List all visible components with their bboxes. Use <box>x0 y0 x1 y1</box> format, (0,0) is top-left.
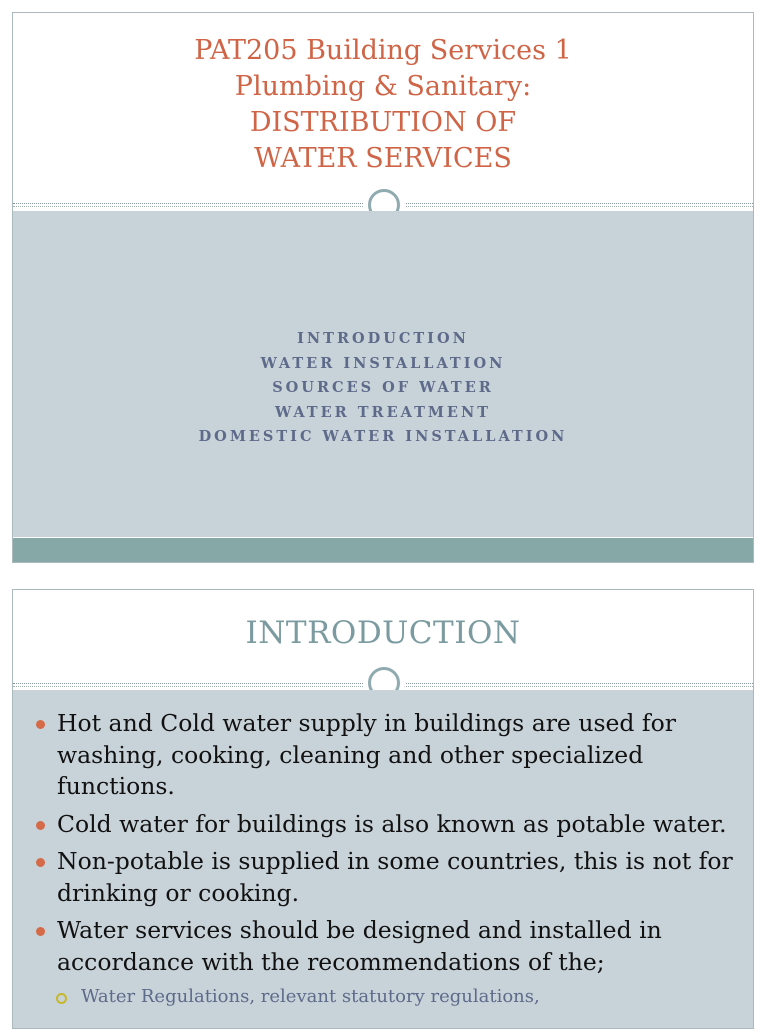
agenda-item: INTRODUCTION <box>297 330 469 347</box>
bullet-icon <box>36 858 45 867</box>
title-line: DISTRIBUTION OF <box>249 107 517 138</box>
list-item <box>13 809 754 841</box>
title-line: PAT205 Building Services 1 <box>194 35 572 66</box>
sub-bullet-text: Water Regulations, relevant statutory regulations, <box>81 986 540 1007</box>
title-area <box>13 13 753 206</box>
title-slide <box>12 12 754 563</box>
sub-bullet-icon <box>56 993 67 1004</box>
bullet-icon <box>36 720 45 729</box>
title-line: Plumbing & Sanitary: <box>234 71 532 102</box>
footer-band <box>13 538 753 563</box>
bullet-text: Water services should be designed and installed in accordance with the recommendations of the; <box>57 916 662 976</box>
bullet-list <box>13 708 754 1010</box>
bullet-icon <box>36 821 45 830</box>
agenda-list <box>13 327 753 450</box>
slide-title <box>13 33 753 177</box>
agenda-item: WATER TREATMENT <box>274 403 492 421</box>
list-item <box>13 915 754 978</box>
introduction-slide <box>12 589 754 1029</box>
agenda-item: SOURCES OF WATER <box>272 379 494 396</box>
title-line: WATER SERVICES <box>254 143 512 174</box>
list-item <box>13 708 754 803</box>
agenda-item: WATER INSTALLATION <box>260 354 506 372</box>
bullet-text: Cold water for buildings is also known as potable water. <box>57 809 727 838</box>
agenda-item: DOMESTIC WATER INSTALLATION <box>198 428 568 445</box>
bullet-icon <box>36 927 45 936</box>
sub-list-item <box>13 984 754 1010</box>
bullet-text: Hot and Cold water supply in buildings are used for washing, cooking, cleaning and other specialized functions. <box>57 709 677 800</box>
bullet-text: Non-potable is supplied in some countries, this is not for drinking or cooking. <box>57 847 733 907</box>
slide-title: INTRODUCTION <box>245 615 521 651</box>
list-item <box>13 846 754 909</box>
